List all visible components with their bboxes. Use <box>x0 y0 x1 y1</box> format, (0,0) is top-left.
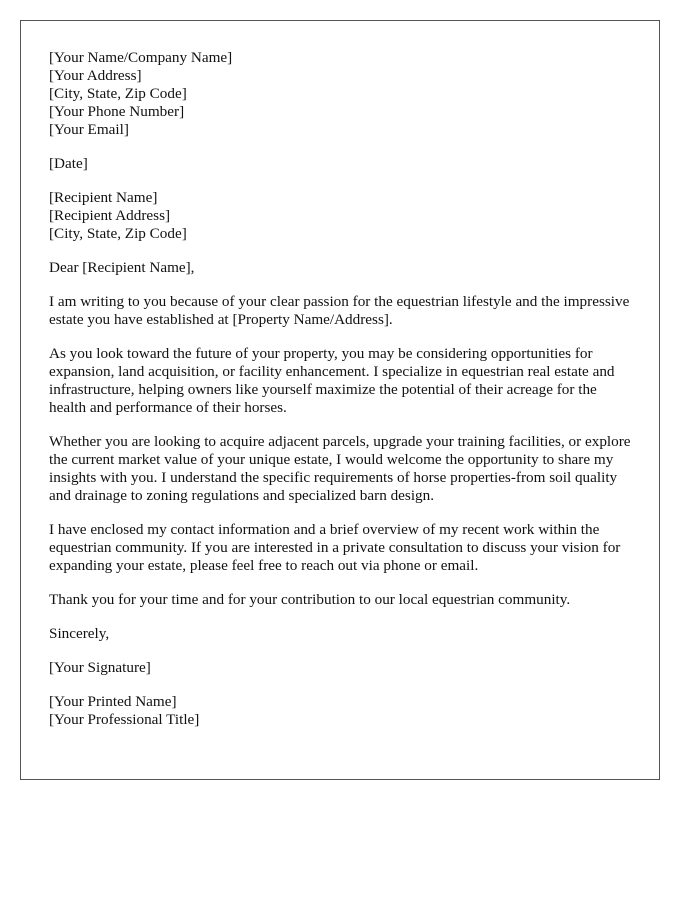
signature-placeholder: [Your Signature] <box>49 659 151 676</box>
sender-name: [Your Name/Company Name] <box>49 49 233 66</box>
recipient-name: [Recipient Name] <box>49 189 158 206</box>
letter-page <box>20 20 660 780</box>
sender-address: [Your Address] <box>49 67 142 84</box>
closing: Sincerely, <box>49 625 110 642</box>
professional-title: [Your Professional Title] <box>49 711 200 728</box>
body-paragraph-2: As you look toward the future of your property, you may be considering opportunities for expansion, land acquisition, or facility enhancement. I specialize in equestrian real estate and infrastructure, helping owners like yourself maximize the potential of their acreage for the health and performance of their horses. <box>49 345 615 416</box>
recipient-block <box>49 189 631 243</box>
sender-email: [Your Email] <box>49 121 129 138</box>
body-paragraph-4: I have enclosed my contact information and a brief overview of my recent work within the equestrian community. If you are interested in a private consultation to discuss your vision for expanding your estate, please feel free to reach out via phone or email. <box>49 521 621 574</box>
date-block <box>49 155 631 173</box>
body-paragraph-3: Whether you are looking to acquire adjacent parcels, upgrade your training facilities, or explore the current market value of your unique estate, I would welcome the opportunity to share my insights with you. I understand the specific requirements of horse properties-from soil quality and drainage to zoning regulations and specialized barn design. <box>49 433 631 504</box>
sender-block <box>49 49 631 139</box>
body-paragraph-5: Thank you for your time and for your contribution to our local equestrian community. <box>49 591 571 608</box>
sender-city-state-zip: [City, State, Zip Code] <box>49 85 187 102</box>
salutation: Dear [Recipient Name], <box>49 259 195 276</box>
sender-phone: [Your Phone Number] <box>49 103 185 120</box>
letter-date: [Date] <box>49 155 88 172</box>
printed-name: [Your Printed Name] <box>49 693 177 710</box>
signoff-block <box>49 693 631 729</box>
recipient-address: [Recipient Address] <box>49 207 171 224</box>
recipient-city-state-zip: [City, State, Zip Code] <box>49 225 187 242</box>
body-paragraph-1: I am writing to you because of your clear passion for the equestrian lifestyle and the impressive estate you have established at [Property Name/Address]. <box>49 293 630 328</box>
